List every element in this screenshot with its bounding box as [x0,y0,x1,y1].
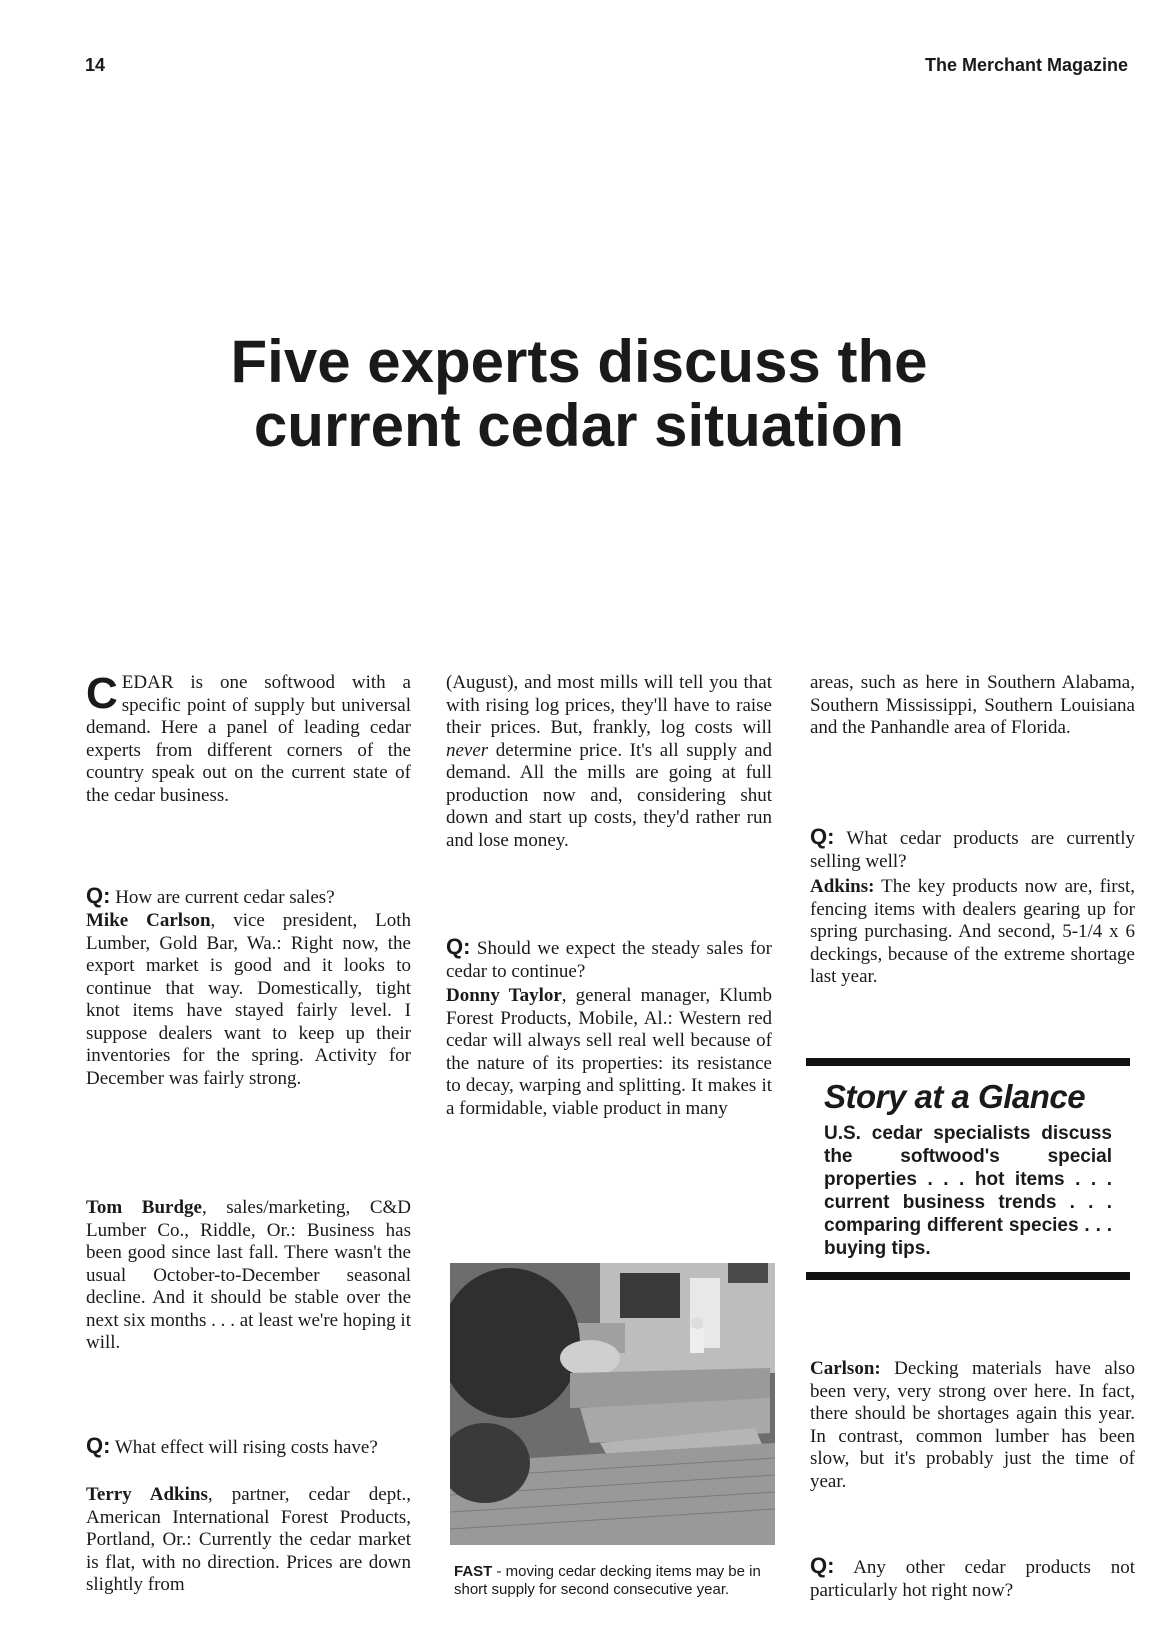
deck-photo [450,1263,775,1545]
photo-caption [454,1563,784,1599]
speaker-name: Mike Carlson [86,910,211,931]
column-3-continuation [810,672,1135,740]
question-1 [86,885,411,910]
bottom-rule [806,1272,1130,1280]
page-number: 14 [85,55,106,75]
answer-text: , vice president, Loth Lumber, Gold Bar, Wa.: Right now, the export market is good and it looks to continue that way. Domestically, tight knot items have stayed fairly level. I suppose dealers want to keep up their inventories for the spring. Activity for December was fairly strong. [86,910,411,1089]
question-3 [446,936,772,983]
top-rule [806,1058,1130,1066]
body-text: determine price. It's all supply and demand. All the mills are going at full production now and, considering shut down and start up costs, they'd rather run and lose money. [446,739,772,851]
answer-adkins-products [810,876,1135,989]
speaker-name: Adkins: [810,876,875,897]
question-label: Q: [810,824,835,849]
answer-carlson-decking [810,1358,1135,1493]
title-line-2: current cedar situation [253,392,905,459]
question-text: What cedar products are currently selling well? [810,828,1135,872]
glance-summary: U.S. cedar specialists discuss the softwood's special properties . . . hot items . . . current business trends . . . comparing different species . . . buying tips. [824,1123,1112,1259]
question-5 [810,1555,1135,1602]
answer-text: , general manager, Klumb Forest Products, Mobile, Al.: Western red cedar will always sell real well because of the nature of its properties: its resistance to decay, warping and splitting. It makes it a formidable, viable product in many [446,985,772,1119]
answer-text: Decking materials have also been very, very strong over here. In fact, there should be shortages again this year. In contrast, common lumber has been slow, but it's probably just the time of year. [810,1358,1135,1492]
drop-cap: C [86,669,118,718]
answer-burdge [86,1197,411,1355]
question-text: What effect will rising costs have? [114,1437,378,1458]
body-text: areas, such as here in Southern Alabama, Southern Mississippi, Southern Louisiana and the Panhandle area of Florida. [810,672,1135,738]
intro-text: EDAR is one softwood with a specific point of supply but universal demand. Here a panel of leading cedar experts from different corners of the country speak out on the current state of the cedar business. [86,672,411,806]
question-label: Q: [446,934,471,959]
answer-taylor [446,985,772,1120]
column-2-continuation [446,672,772,852]
body-text: (August), and most mills will tell you that with rising log prices, they'll have to raise their prices. But, frankly, log costs will [446,672,772,738]
answer-text: , sales/marketing, C&D Lumber Co., Riddle, Or.: Business has been good since last fall. There wasn't the usual October-to-December seasonal decline. And it should be stable over the next six months . . . at least we're hoping it will. [86,1197,411,1353]
caption-lead: FAST [454,1563,493,1580]
deck-photo-image [450,1263,775,1545]
question-text: Any other cedar products not particularly hot right now? [810,1557,1135,1601]
answer-text: , partner, cedar dept., American International Forest Products, Portland, Or.: Currently the cedar market is flat, with no direction. Prices are down slightly from [86,1484,411,1595]
speaker-name: Carlson: [810,1358,881,1379]
answer-carlson [86,910,411,1090]
question-label: Q: [86,883,111,908]
question-label: Q: [86,1433,111,1458]
speaker-name: Terry Adkins [86,1484,208,1505]
intro-paragraph [86,669,411,807]
article-title [0,330,1158,458]
question-text: Should we expect the steady sales for cedar to continue? [446,938,773,982]
question-label: Q: [810,1553,835,1578]
magazine-name: The Merchant Magazine [924,55,1128,75]
question-2 [86,1435,411,1460]
speaker-name: Donny Taylor [446,985,562,1006]
glance-title: Story at a Glance [824,1078,1086,1115]
answer-adkins [86,1484,411,1597]
emphasis-text: never [446,739,489,761]
question-text: How are current cedar sales? [115,887,335,908]
story-at-a-glance-box [806,1058,1130,1280]
answer-text: The key products now are, first, fencing items with dealers gearing up for spring purchasing. And second, 5-1/4 x 6 deckings, because of the extreme shortage last year. [810,876,1135,987]
question-4 [810,826,1135,873]
caption-text: - moving cedar decking items may be in short supply for second consecutive year. [454,1563,761,1598]
speaker-name: Tom Burdge [86,1197,202,1218]
title-line-1: Five experts discuss the [230,328,928,395]
